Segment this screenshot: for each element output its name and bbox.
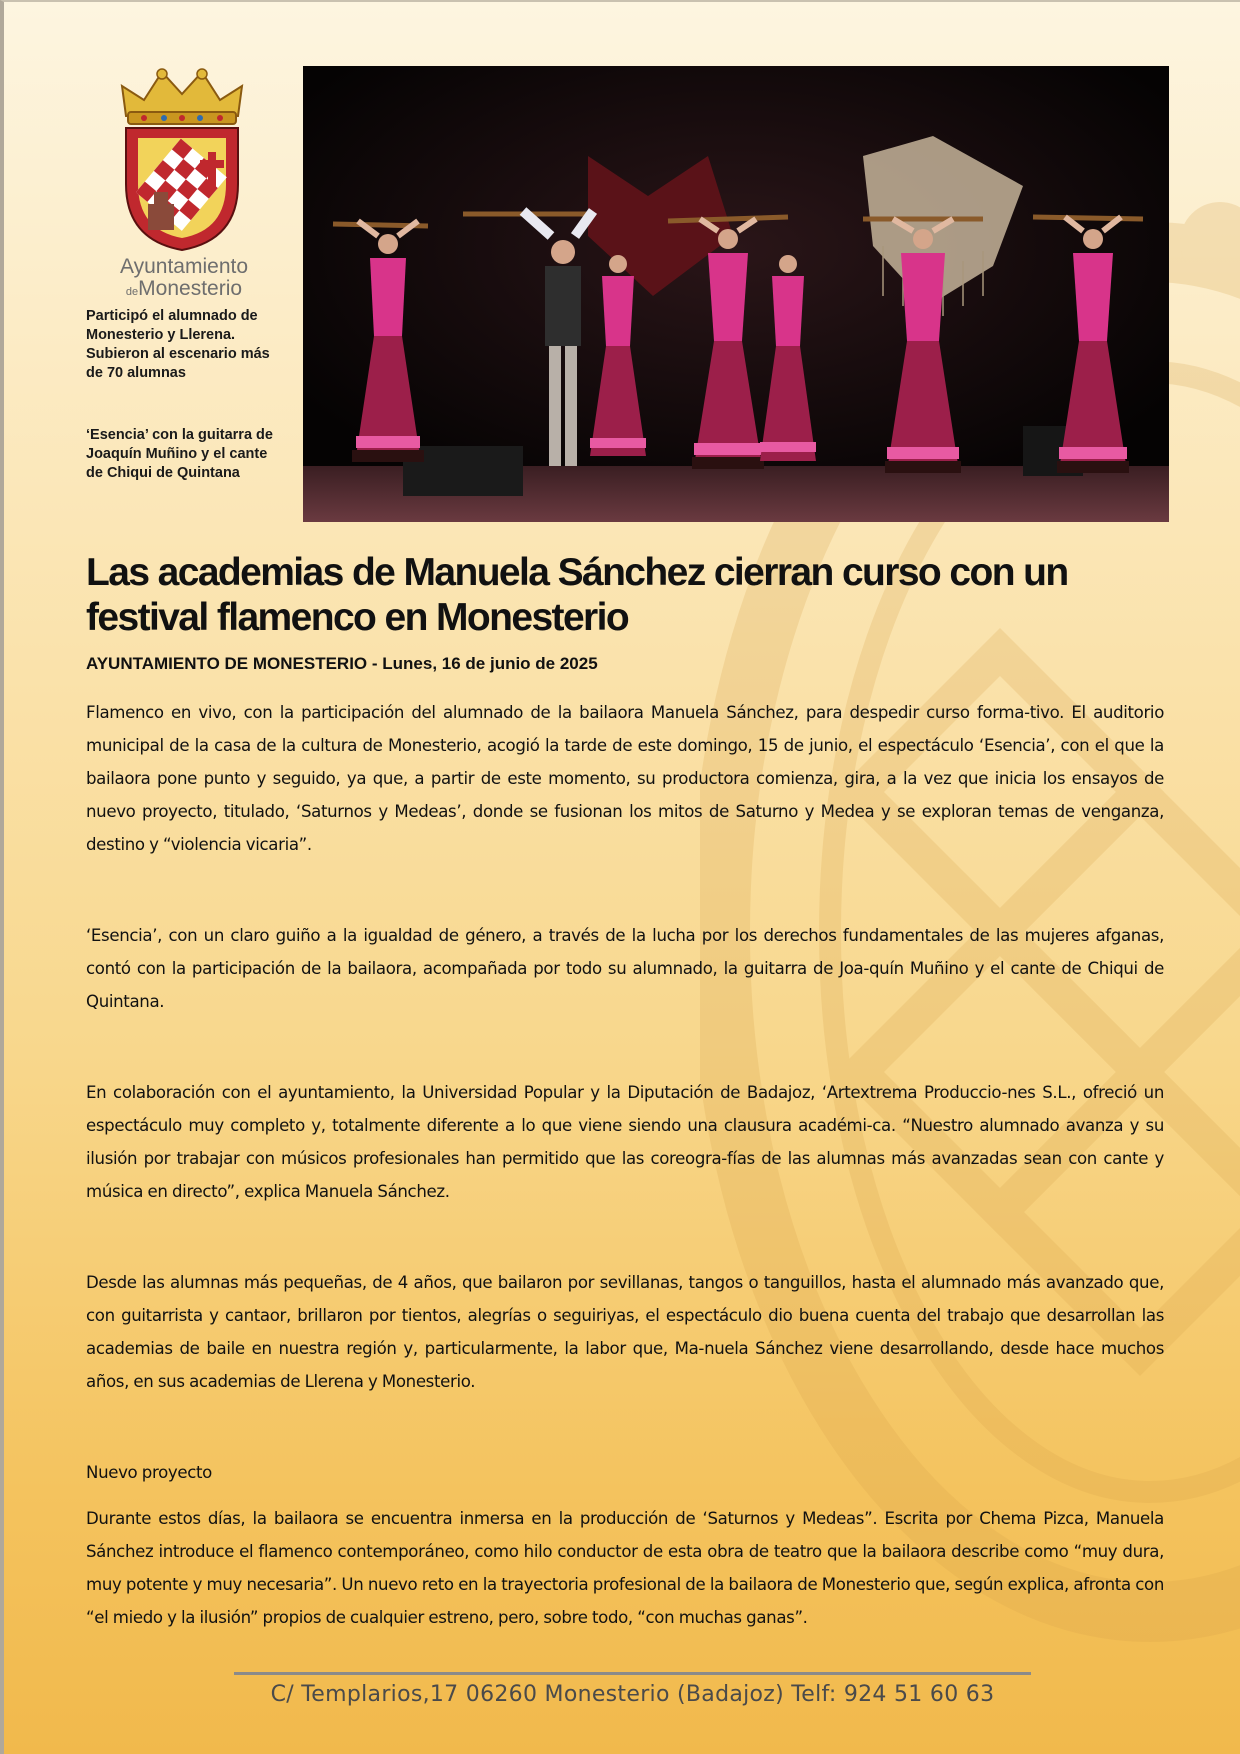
logo-line-1: Ayuntamiento	[119, 255, 249, 278]
footer-address: C/ Templarios,17 06260 Monesterio (Badajoz) Telf: 924 51 60 63	[270, 1682, 995, 1707]
article-paragraph-2: ‘Esencia’, con un claro guiño a la igualdad de género, a través de la lucha por los derechos fundamentales de las mujeres afganas, contó con la participación de la bailaora, acompañada por todo su alumnado, la guitarra de Joa-quín Muñino y el cante de Chiqui de Quintana.	[86, 926, 1164, 1011]
article-subhead: Nuevo proyecto	[86, 1463, 212, 1482]
article-byline: AYUNTAMIENTO DE MONESTERIO - Lunes, 16 de junio de 2025	[86, 654, 598, 673]
article-headline: Las academias de Manuela Sánchez cierran curso con un festival flamenco en Monesterio	[86, 551, 1068, 639]
logo-line-2	[104, 278, 264, 303]
article-paragraph-3: En colaboración con el ayuntamiento, la Universidad Popular y la Diputación de Badajoz, ‘Artextrema Produccio-nes S.L., ofreció un espectáculo muy completo y, totalmente diferente a lo que viene siendo una clausura académi-ca. “Nuestro alumnado avanza y su ilusión por trabajar con músicos profesionales han permitido que las coreogra-fías de las alumnas más avanzadas sean con cante y música en directo”, explica Manuela Sánchez.	[86, 1083, 1164, 1201]
article-paragraph-5: Durante estos días, la bailaora se encuentra inmersa en la producción de ‘Saturnos y Medeas”. Escrita por Chema Pizca, Manuela Sánchez introduce el flamenco contemporáneo, como hilo conductor de esta obra de teatro que la bailaora describe como “muy dura, muy potente y muy necesaria”. Un nuevo reto en la trayectoria profesional de la bailaora de Monesterio que, según explica, afronta con “el miedo y la ilusión” propios de cualquier estreno, pero, sobre todo, “con muchas ganas”.	[86, 1509, 1164, 1627]
photo-caption-2: ‘Esencia’ con la guitarra de Joaquín Muñino y el cante de Chiqui de Quintana	[86, 427, 273, 481]
article-body	[86, 696, 1164, 1634]
footer-divider	[234, 1672, 1031, 1675]
coat-of-arms-icon	[112, 64, 252, 254]
article-paragraph-1: Flamenco en vivo, con la participación del alumnado de la bailaora Manuela Sánchez, para despedir curso forma-tivo. El auditorio municipal de la casa de la cultura de Monesterio, acogió la tarde de este domingo, 15 de junio, el espectáculo ‘Esencia’, con el que la bailaora pone punto y seguido, ya que, a partir de este momento, su productora comienza, gira, a la vez que inicia los ensayos de nuevo proyecto, titulado, ‘Saturnos y Medeas’, donde se fusionan los mitos de Saturno y Medea y se exploran temas de venganza, destino y “violencia vicaria”.	[86, 703, 1164, 854]
logo-wordmark	[104, 256, 264, 303]
article-paragraph-4: Desde las alumnas más pequeñas, de 4 años, que bailaron por sevillanas, tangos o tanguillos, hasta el alumnado más avanzado que, con guitarrista y cantaor, brillaron por tientos, alegrías o seguiriyas, el espectáculo dio buena cuenta del trabajo que desarrollan las academias de baile en nuestra región y, particularmente, la labor que, Ma-nuela Sánchez viene desarrollando, desde hace muchos años, en sus academias de Llerena y Monesterio.	[86, 1273, 1164, 1391]
photo-caption-1: Participó el alumnado de Monesterio y Llerena. Subieron al escenario más de 70 alumnas	[86, 308, 270, 381]
logo-line-2-text: Monesterio	[138, 277, 243, 300]
logo-de: de	[125, 286, 139, 298]
flamenco-dancers-photo	[303, 66, 1169, 522]
